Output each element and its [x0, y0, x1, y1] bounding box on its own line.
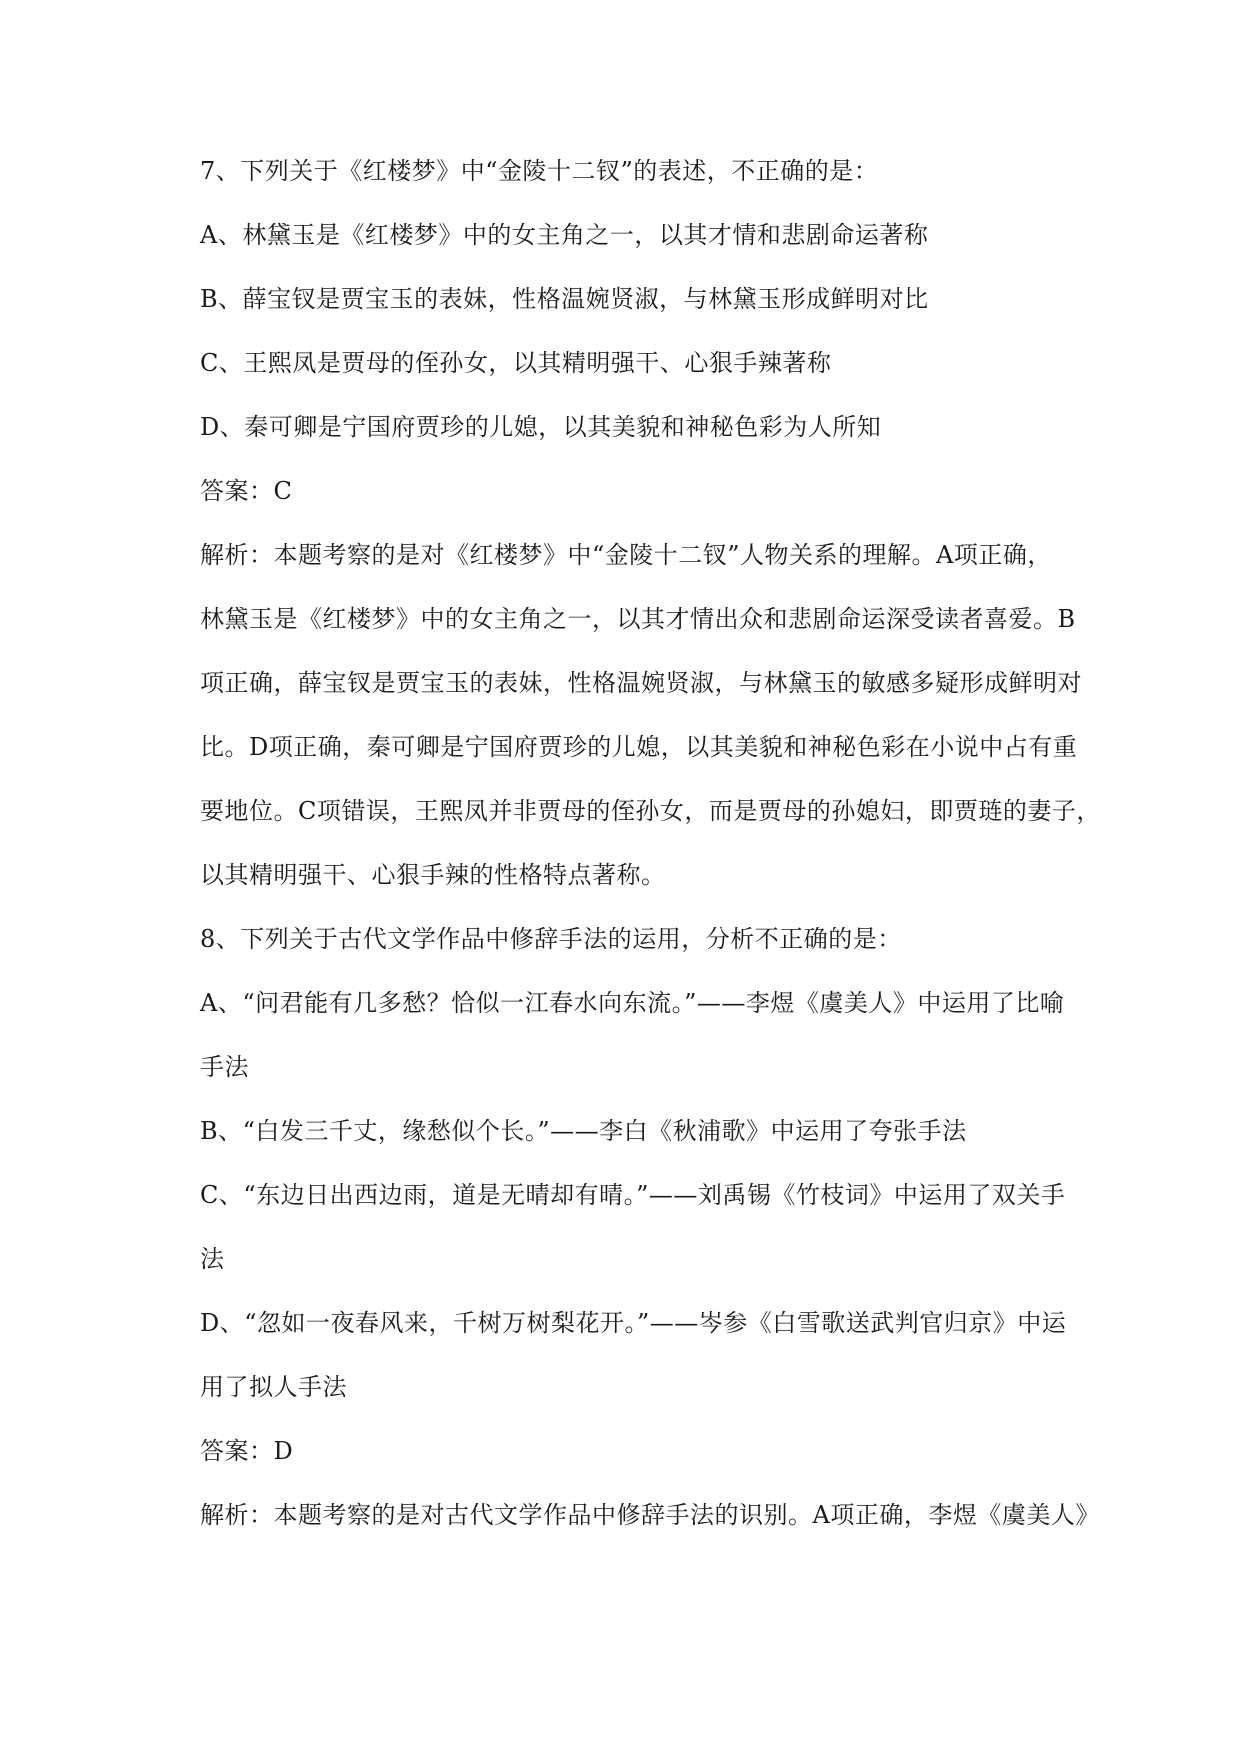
- question-7-explanation-line: 比。D项正确，秦可卿是宁国府贾珍的儿媳，以其美貌和神秘色彩在小说中占有重: [200, 733, 1078, 761]
- question-7-option-d: D、秦可卿是宁国府贾珍的儿媳，以其美貌和神秘色彩为人所知: [200, 413, 882, 441]
- question-7-option-b: B、薛宝钗是贾宝玉的表妹，性格温婉贤淑，与林黛玉形成鲜明对比: [200, 285, 929, 313]
- question-8-option-a-continued: 手法: [200, 1053, 249, 1081]
- question-8-stem: 8、下列关于古代文学作品中修辞手法的运用，分析不正确的是：: [200, 925, 902, 953]
- question-7-explanation-line: 解析：本题考察的是对《红楼梦》中“金陵十二钗”人物关系的理解。A项正确，: [200, 541, 1052, 569]
- question-7-explanation-line: 以其精明强干、心狠手辣的性格特点著称。: [200, 861, 666, 889]
- question-8-explanation-line: 解析：本题考察的是对古代文学作品中修辞手法的识别。A项正确，李煜《虞美人》: [200, 1501, 1100, 1529]
- question-7-explanation-line: 项正确，薛宝钗是贾宝玉的表妹，性格温婉贤淑，与林黛玉的敏感多疑形成鲜明对: [200, 669, 1082, 697]
- question-8-option-b: B、“白发三千丈，缘愁似个长。”——李白《秋浦歌》中运用了夸张手法: [200, 1117, 967, 1145]
- question-8-option-c-continued: 法: [200, 1245, 225, 1273]
- question-7-explanation-line: 要地位。C项错误，王熙凤并非贾母的侄孙女，而是贾母的孙媳妇，即贾琏的妻子，: [200, 797, 1101, 825]
- question-7-option-c: C、王熙凤是贾母的侄孙女，以其精明强干、心狠手辣著称: [200, 349, 832, 377]
- question-8-option-d: D、“忽如一夜春风来，千树万树梨花开。”——岑参《白雪歌送武判官归京》中运: [200, 1309, 1067, 1337]
- question-8-option-c: C、“东边日出西边雨，道是无晴却有晴。”——刘禹锡《竹枝词》中运用了双关手: [200, 1181, 1066, 1209]
- question-8-option-a: A、“问君能有几多愁？恰似一江春水向东流。”——李煜《虞美人》中运用了比喻: [200, 989, 1065, 1017]
- question-8-option-d-continued: 用了拟人手法: [200, 1373, 347, 1401]
- question-7-explanation-line: 林黛玉是《红楼梦》中的女主角之一，以其才情出众和悲剧命运深受读者喜爱。B: [200, 605, 1076, 633]
- question-7-option-a: A、林黛玉是《红楼梦》中的女主角之一，以其才情和悲剧命运著称: [200, 221, 929, 249]
- question-7-stem: 7、下列关于《红楼梦》中“金陵十二钗”的表述，不正确的是：: [200, 157, 879, 185]
- question-8-answer: 答案：D: [200, 1437, 294, 1465]
- question-7-answer: 答案：C: [200, 477, 293, 505]
